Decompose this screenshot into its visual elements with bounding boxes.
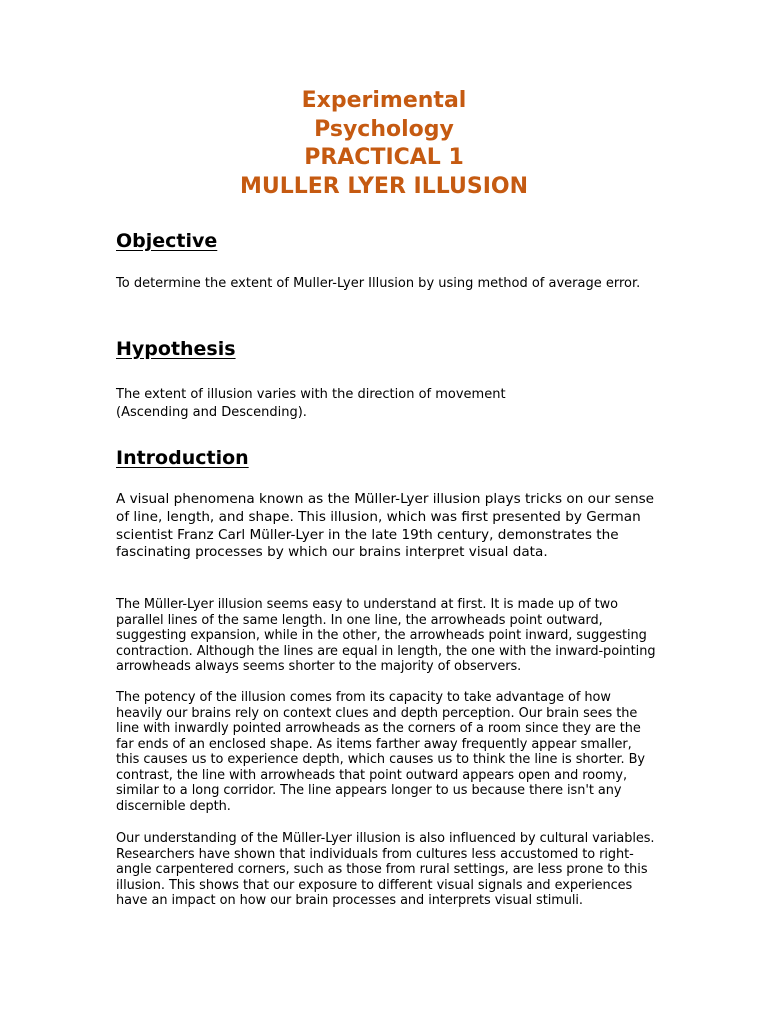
title-line-2: Psychology bbox=[314, 116, 454, 142]
introduction-paragraph-1: A visual phenomena known as the Müller-Lyer illusion plays tricks on our sense of line, length, and shape. This illusion, which was first presented by German scientist Franz Carl Müller-Lyer in the late 19th century, demonstrates the fascinating processes by which our brains interpret visual data. bbox=[116, 491, 655, 561]
hypothesis-text: The extent of illusion varies with the direction of movement (Ascending and Descending). bbox=[116, 387, 506, 420]
title-line-4: MULLER LYER ILLUSION bbox=[239, 173, 529, 199]
introduction-paragraph-4: Our understanding of the Müller-Lyer illusion is also influenced by cultural variables. Researchers have shown that individuals from cultures less accustomed to right-angle carpentered corners, such as those from rural settings, are less prone to this illusion. This shows that our exposure to different visual signals and experiences have an impact on how our brain processes and interprets visual stimuli. bbox=[116, 831, 655, 909]
title-line-1: Experimental bbox=[301, 88, 467, 113]
hypothesis-heading: Hypothesis bbox=[116, 338, 236, 360]
title-line-3: PRACTICAL 1 bbox=[304, 145, 464, 170]
introduction-heading: Introduction bbox=[116, 447, 249, 469]
introduction-paragraph-2: The Müller-Lyer illusion seems easy to understand at first. It is made up of two parallel lines of the same length. In one line, the arrowheads point outward, suggesting expansion, while in the other, the arrowheads point inward, suggesting contraction. Although the lines are equal in length, the one with the inward-pointing arrowheads always seems shorter to the majority of observers. bbox=[116, 597, 656, 675]
introduction-paragraph-3: The potency of the illusion comes from its capacity to take advantage of how heavily our brains rely on context clues and depth perception. Our brain sees the line with inwardly pointed arrowheads as the corners of a room since they are the far ends of an enclosed shape. As items farther away frequently appear smaller, this causes us to experience depth, which causes us to think the line is shorter. By contrast, the line with arrowheads that point outward appears open and roomy, similar to a long corridor. The line appears longer to us because there isn't any discernible depth. bbox=[116, 690, 645, 814]
objective-heading: Objective bbox=[116, 230, 218, 252]
document-title bbox=[0, 87, 768, 201]
objective-text: To determine the extent of Muller-Lyer Illusion by using method of average error. bbox=[116, 276, 641, 291]
